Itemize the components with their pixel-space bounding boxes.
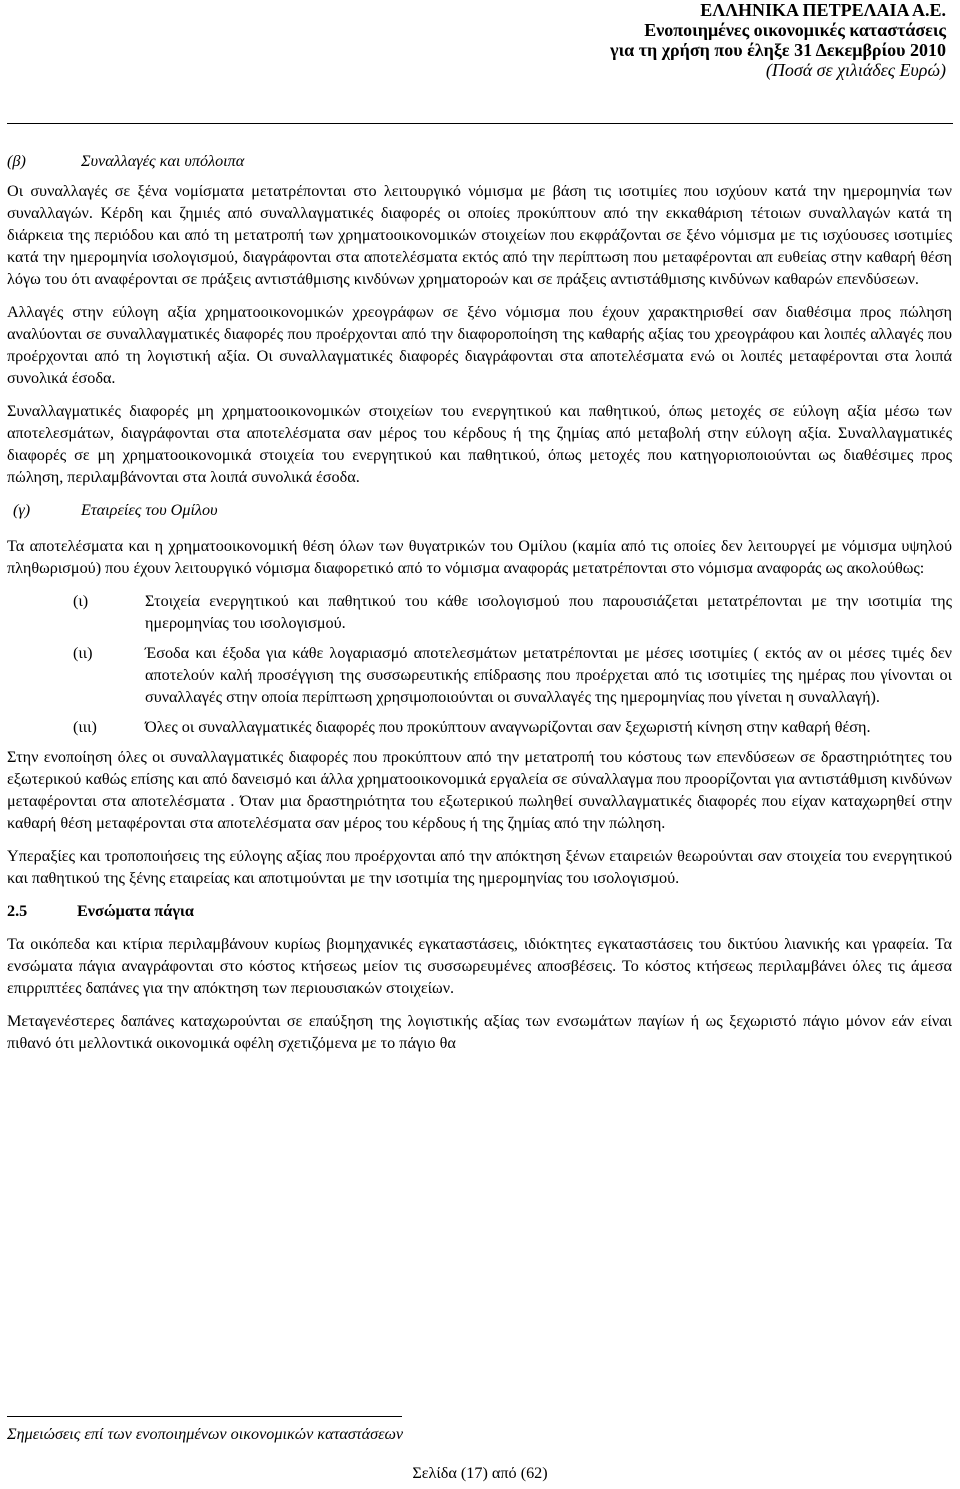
- section-25-number: 2.5: [7, 902, 28, 920]
- paragraph: Τα οικόπεδα και κτίρια περιλαμβάνουν κυρίως βιομηχανικές εγκαταστάσεις, ιδιόκτητες εγκαταστάσεις του δικτύου λιανικής και γραφεία. Τα ενσώματα πάγια αναγράφονται στο κόστος κτήσεως μείον τις συσσωρευμένες αποσβέσεις. Το κόστος κτήσεως περιλαμβάνει όλες τις άμεσα επιρριπτέες δαπάνες για την απόκτηση των περιουσιακών στοιχείων.: [7, 935, 952, 997]
- period-label: για τη χρήση που έληξε 31 Δεκεμβρίου 2010: [610, 40, 946, 60]
- page-header: [610, 0, 946, 80]
- footer-note: Σημειώσεις επί των ενοποιημένων οικονομικών καταστάσεων: [7, 1425, 404, 1443]
- footer-divider: [7, 1416, 402, 1417]
- paragraph: Οι συναλλαγές σε ξένα νομίσματα μετατρέπονται στο λειτουργικό νόμισμα με βάση τις ισοτιμίες που ισχύουν κατά την ημερομηνία των συναλλαγών. Κέρδη και ζημιές από συναλλαγματικές διαφορές οι οποίες προκύπτουν από την εκκαθάριση τέτοιων συναλλαγών κατά τη διάρκεια της περιόδου και από τη μετατροπή των χρηματοοικονομικών στοιχείων που εκφράζονται σε ξένο νόμισμα με τις ισχύουσες ισοτιμίες κατά την ημερομηνία ισολογισμού, διαγράφονται στα αποτελέσματα εκτός από την περίπτωση που μεταφέρονται απ ευθείας στην καθαρή θέση λόγω του ότι αναφέρονται σε πράξεις αντιστάθμισης κινδύνων χρηματοροών και σε πράξεις αντιστάθμισης κινδύνων καθαρών επενδύσεων.: [7, 182, 952, 288]
- list-item: [7, 590, 952, 634]
- section-b-heading: [7, 150, 952, 172]
- section-b-title: Συναλλαγές και υπόλοιπα: [81, 152, 245, 170]
- paragraph: Μεταγενέστερες δαπάνες καταχωρούνται σε επαύξηση της λογιστικής αξίας των ενσωμάτων παγίων ή ως ξεχωριστό πάγιο μόνον εάν είναι πιθανό ότι μελλοντικά οικονομικά οφέλη σχετιζόμενα με το πάγιο θα: [7, 1012, 952, 1052]
- section-g-title: Εταιρείες του Ομίλου: [81, 501, 218, 519]
- list-item-number: (ιι): [73, 644, 93, 662]
- section-25-heading: [7, 900, 952, 922]
- list-item-text: Έσοδα και έξοδα για κάθε λογαριασμό αποτελεσμάτων μετατρέπονται με μέσες ισοτιμίες ( εκτός αν οι μέσες τιμές δεν αποτελούν καλή προσέγγιση της συσσωρευτικής επίδρασης που προέρχεται από τις ισοτιμίες της ημέρας που γίνονται οι συναλλαγές στην οποία περίπτωση χρησιμοποιούνται οι συναλλαγές της ημερομηνίας που γίνεται η συναλλαγή).: [145, 644, 952, 706]
- section-25-title: Ενσώματα πάγια: [77, 902, 194, 920]
- section-b-number: (β): [7, 152, 26, 170]
- section-g-number: (γ): [13, 501, 31, 519]
- list-item-number: (ιιι): [73, 718, 97, 736]
- list-item-number: (ι): [73, 592, 89, 610]
- list-item-text: Όλες οι συναλλαγματικές διαφορές που προκύπτουν αναγνωρίζονται σαν ξεχωριστή κίνηση στην καθαρή θέση.: [145, 718, 871, 736]
- list-item-text: Στοιχεία ενεργητικού και παθητικού του κάθε ισολογισμού που παρουσιάζεται μετατρέπονται με την ισοτιμία της ημερομηνίας του ισολογισμού.: [145, 592, 952, 632]
- paragraph: Υπεραξίες και τροποποιήσεις της εύλογης αξίας που προέρχονται από την απόκτηση ξένων εταιρειών θεωρούνται σαν στοιχεία του ενεργητικού και παθητικού της ξένης εταιρείας και αποτιμούνται με την ισοτιμία της ημερομηνίας του ισολογισμού.: [7, 847, 952, 887]
- paragraph: Στην ενοποίηση όλες οι συναλλαγματικές διαφορές που προκύπτουν από την μετατροπή του κόστους των επενδύσεων σε δραστηριότητες του εξωτερικού καθώς επίσης και από δανεισμό και άλλα χρηματοοικονομικά εργαλεία σε σύναλλαγμα που προορίζονται για αντιστάθμιση κινδύνων μεταφέρονται στα αποτελέσματα . Όταν μια δραστηριότητα του εξωτερικού πωληθεί συναλλαγματικές διαφορές που είχαν καταχωρηθεί στην καθαρή θέση μεταφέρονται στα αποτελέσματα σαν μέρος του κέρδους ή της ζημίας από την πώληση.: [7, 748, 952, 832]
- paragraph: Αλλαγές στην εύλογη αξία χρηματοοικονομικών χρεογράφων σε ξένο νόμισμα που έχουν χαρακτηρισθεί σαν διαθέσιμα προς πώληση αναλύονται σε συναλλαγματικές διαφορές που προέρχονται από την διαφοροποίηση της καθαρής αξίας του χρεογράφου και λοιπές αλλαγές που προέρχονται από τη λογιστική αξία. Οι συναλλαγματικές διαφορές διαγράφονται στα αποτελέσματα ενώ οι λοιπές μεταφέρονται στα λοιπά συνολικά έσοδα.: [7, 303, 952, 387]
- company-name: ΕΛΛΗΝΙΚΑ ΠΕΤΡΕΛΑΙΑ Α.Ε.: [700, 0, 946, 20]
- list-item: [7, 716, 952, 738]
- page-number: Σελίδα (17) από (62): [412, 1464, 548, 1482]
- list-item: [7, 642, 952, 708]
- document-body: [7, 150, 952, 1065]
- units-label: (Ποσά σε χιλιάδες Ευρώ): [765, 60, 946, 80]
- header-divider: [7, 123, 953, 124]
- section-g-heading: [7, 499, 952, 521]
- paragraph: Συναλλαγματικές διαφορές μη χρηματοοικονομικών στοιχείων του ενεργητικού και παθητικού, όπως μετοχές σε εύλογη αξία μέσω των αποτελεσμάτων, διαγράφονται στα αποτελέσματα σαν μέρος του κέρδους ή της ζημίας από μεταβολή στην εύλογη αξία. Συναλλαγματικές διαφορές σε μη χρηματοοικονομικά στοιχεία του ενεργητικού και παθητικού, όπως μετοχές που κατηγοριοποιούνται ως διαθέσιμες προς πώληση, περιλαμβάνονται στα λοιπά συνολικά έσοδα.: [7, 402, 952, 486]
- document-title: Ενοποιημένες οικονομικές καταστάσεις: [644, 20, 946, 40]
- paragraph: Τα αποτελέσματα και η χρηματοοικονομική θέση όλων των θυγατρικών του Ομίλου (καμία από τις οποίες δεν λειτουργεί με νόμισμα υψηλού πληθωρισμού) που έχουν λειτουργικό νόμισμα διαφορετικό από το νόμισμα αναφοράς μετατρέπονται στο νόμισμα αναφοράς ως ακολούθως:: [7, 537, 952, 577]
